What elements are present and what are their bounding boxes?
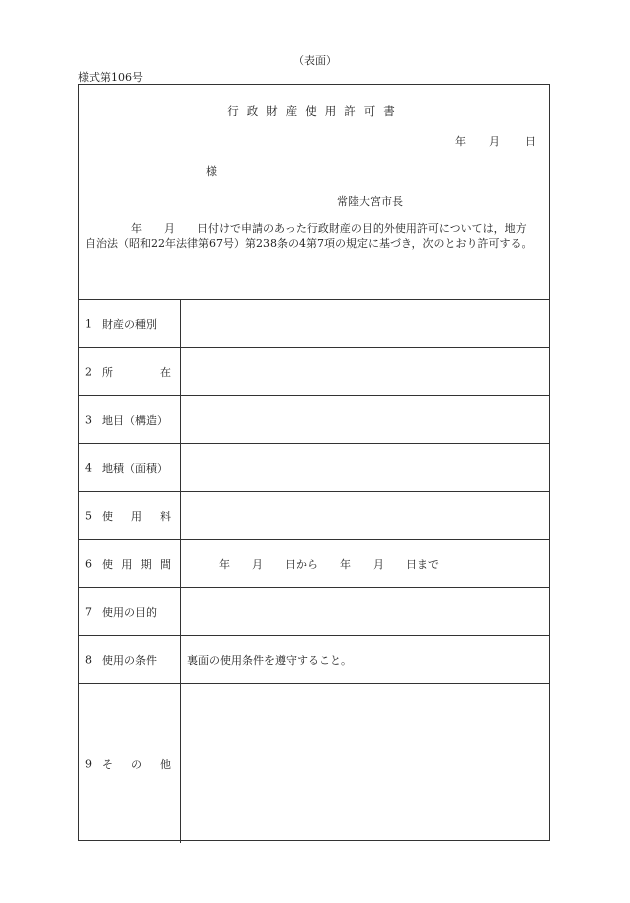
label-char: 使: [102, 509, 113, 523]
table-row: [79, 347, 549, 395]
row-label: [102, 756, 171, 772]
table-row: [79, 443, 549, 491]
label-char: 間: [159, 557, 171, 571]
label-char: そ: [102, 757, 113, 771]
row-number: 6: [85, 557, 92, 570]
label-char: の: [131, 757, 142, 771]
row-label-cell: [79, 444, 181, 491]
label-char: 期: [140, 557, 152, 571]
row-label: 使用の目的: [102, 605, 157, 619]
table-row: [79, 491, 549, 539]
label-char: 用: [131, 509, 142, 523]
label-char: 所: [102, 365, 113, 379]
table-row: [79, 587, 549, 635]
row-number: 5: [85, 509, 92, 522]
issuer-name: 常陸大宮市長: [337, 195, 403, 208]
table-row: [79, 539, 549, 587]
row-number: 8: [85, 653, 92, 666]
table-row: [79, 395, 549, 443]
row-label: 財産の種別: [102, 317, 157, 331]
label-char: 在: [160, 365, 171, 379]
side-label: （表面）: [293, 54, 337, 67]
permit-form: [78, 84, 550, 841]
label-char: 他: [160, 757, 171, 771]
date-month: 月: [489, 135, 500, 148]
addressee-suffix: 様: [206, 165, 217, 178]
row-label: [102, 364, 171, 380]
row-label: [102, 508, 171, 524]
row-label-cell: [79, 636, 181, 683]
date-day: 日: [525, 135, 536, 148]
table-row: [79, 299, 549, 347]
form-number: 様式第106号: [78, 71, 143, 84]
row-label: 地積（面積）: [102, 461, 168, 475]
row-number: 9: [85, 757, 92, 770]
row-number: 1: [85, 317, 92, 330]
label-char: 用: [121, 557, 133, 571]
row-number: 4: [85, 461, 92, 474]
row-label-cell: [79, 300, 181, 347]
permit-statement: [85, 221, 547, 251]
row-label-cell: [79, 396, 181, 443]
row-number: 7: [85, 605, 92, 618]
row-label: 地目（構造）: [102, 413, 168, 427]
permit-details-table: [79, 299, 549, 843]
label-char: 料: [160, 509, 171, 523]
row-value: 裏面の使用条件を遵守すること。: [187, 653, 352, 667]
row-number: 3: [85, 413, 92, 426]
document-title: 行政財産使用許可書: [227, 104, 403, 118]
statement-line-1: 年 月 日付けで申請のあった行政財産の目的外使用許可については，地方: [131, 222, 527, 235]
row-number: 2: [85, 365, 92, 378]
table-row: [79, 683, 549, 843]
statement-line-2: 自治法（昭和22年法律第67号）第238条の4第7項の規定に基づき，次のとおり許可する。: [85, 237, 533, 250]
row-label-cell: [79, 540, 181, 587]
row-label-cell: [79, 348, 181, 395]
row-label-cell: [79, 588, 181, 635]
row-value: 年 月 日から 年 月 日まで: [219, 557, 439, 571]
row-label-cell: [79, 684, 181, 843]
row-label-cell: [79, 492, 181, 539]
row-label: [102, 556, 171, 572]
row-label: 使用の条件: [102, 653, 157, 667]
date-year: 年: [455, 135, 466, 148]
table-row: [79, 635, 549, 683]
label-char: 使: [102, 557, 113, 571]
